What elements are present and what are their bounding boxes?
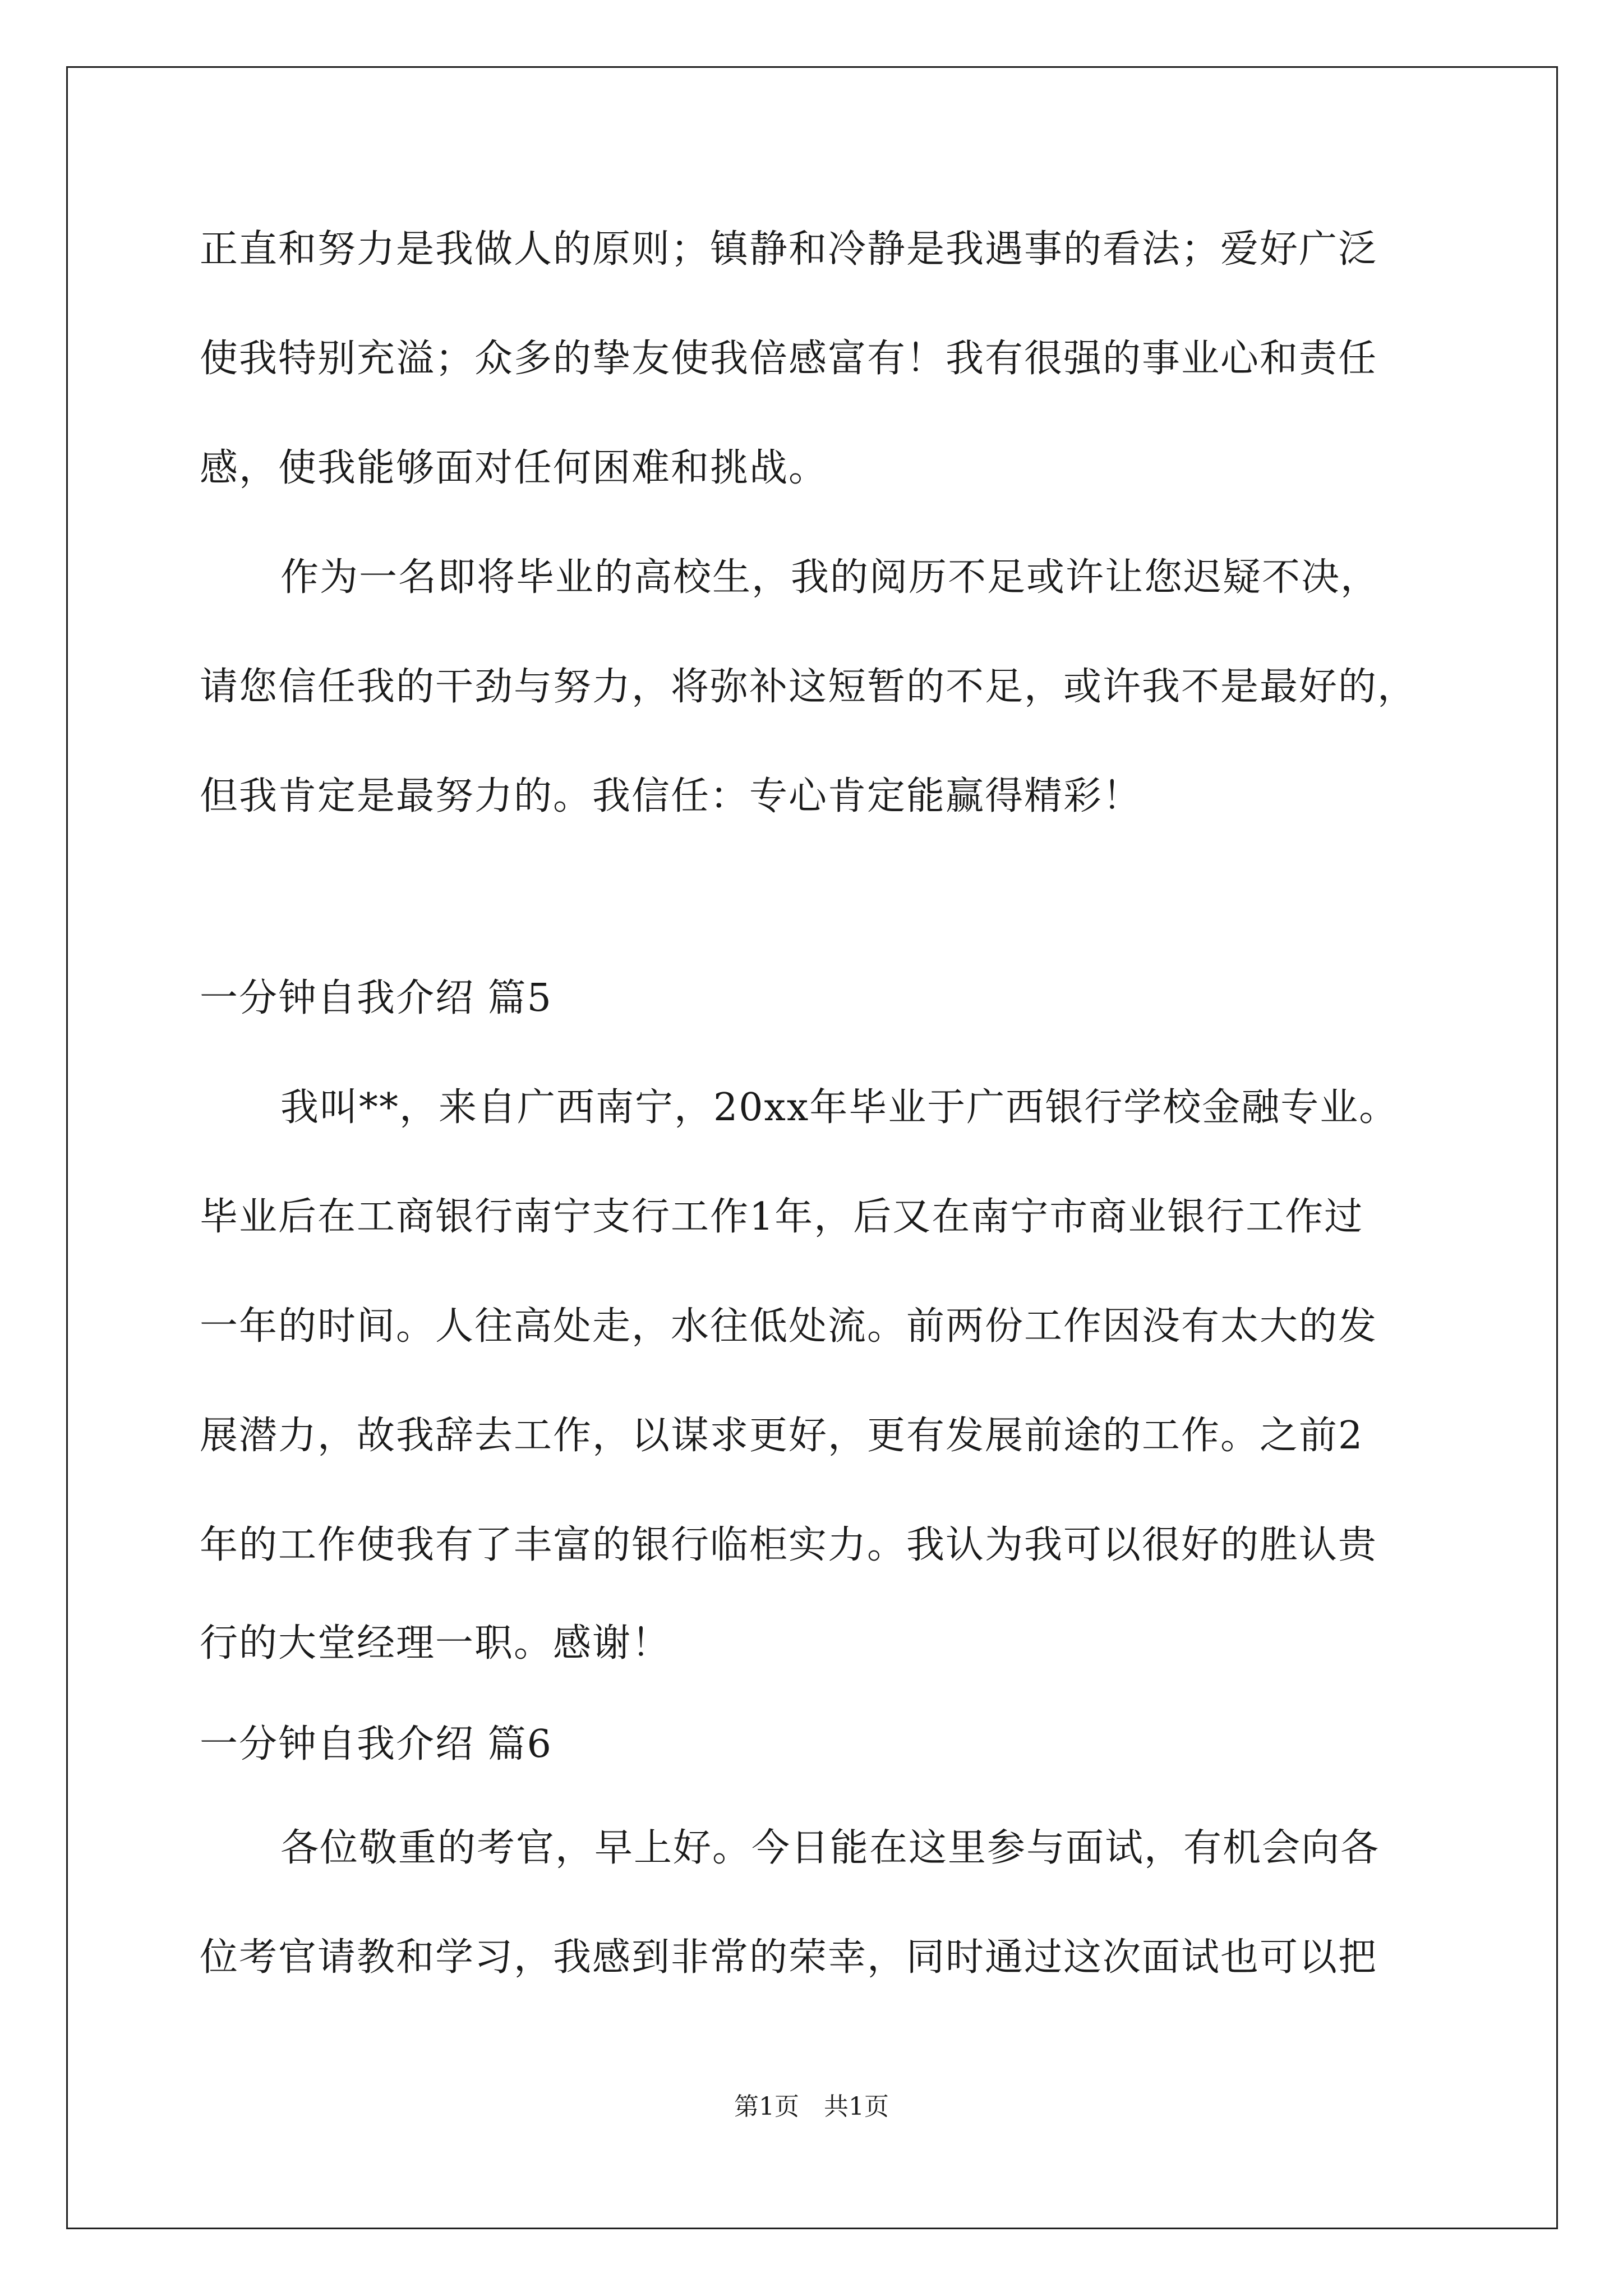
- paragraph-line: 毕业后在工商银行南宁支行工作1年，后又在南宁市商业银行工作过: [200, 1195, 1364, 1239]
- page-number: 第1页 共1页: [734, 2092, 889, 2121]
- section-heading: 一分钟自我介绍 篇6: [200, 1722, 552, 1766]
- paragraph-line: 年的工作使我有了丰富的银行临柜实力。我认为我可以很好的胜认贵: [200, 1523, 1378, 1567]
- page-border: [66, 66, 1558, 2229]
- paragraph-line: 行的大堂经理一职。感谢！: [200, 1621, 671, 1665]
- paragraph-line: 请您信任我的干劲与努力，将弥补这短暂的不足，或许我不是最好的，: [200, 665, 1417, 709]
- paragraph-line: 位考官请教和学习，我感到非常的荣幸，同时通过这次面试也可以把: [200, 1935, 1378, 1980]
- paragraph-line: 使我特别充溢；众多的挚友使我倍感富有！我有很强的事业心和责任: [200, 337, 1378, 381]
- paragraph-line: 一年的时间。人往高处走，水往低处流。前两份工作因没有太大的发: [200, 1304, 1378, 1349]
- section-heading: 一分钟自我介绍 篇5: [200, 976, 552, 1020]
- paragraph-line: 正直和努力是我做人的原则；镇静和冷静是我遇事的看法；爱好广泛: [200, 227, 1378, 272]
- paragraph-line: 作为一名即将毕业的高校生，我的阅历不足或许让您迟疑不决，: [280, 555, 1380, 600]
- paragraph-line: 感，使我能够面对任何困难和挑战。: [200, 446, 828, 490]
- paragraph-line: 但我肯定是最努力的。我信任：专心肯定能赢得精彩！: [200, 774, 1142, 818]
- paragraph-line: 我叫**，来自广西南宁，20xx年毕业于广西银行学校金融专业。: [280, 1085, 1399, 1130]
- paragraph-line: 展潜力，故我辞去工作，以谋求更好，更有发展前途的工作。之前2: [200, 1414, 1364, 1458]
- paragraph-line: 各位敬重的考官，早上好。今日能在这里参与面试，有机会向各: [280, 1826, 1380, 1870]
